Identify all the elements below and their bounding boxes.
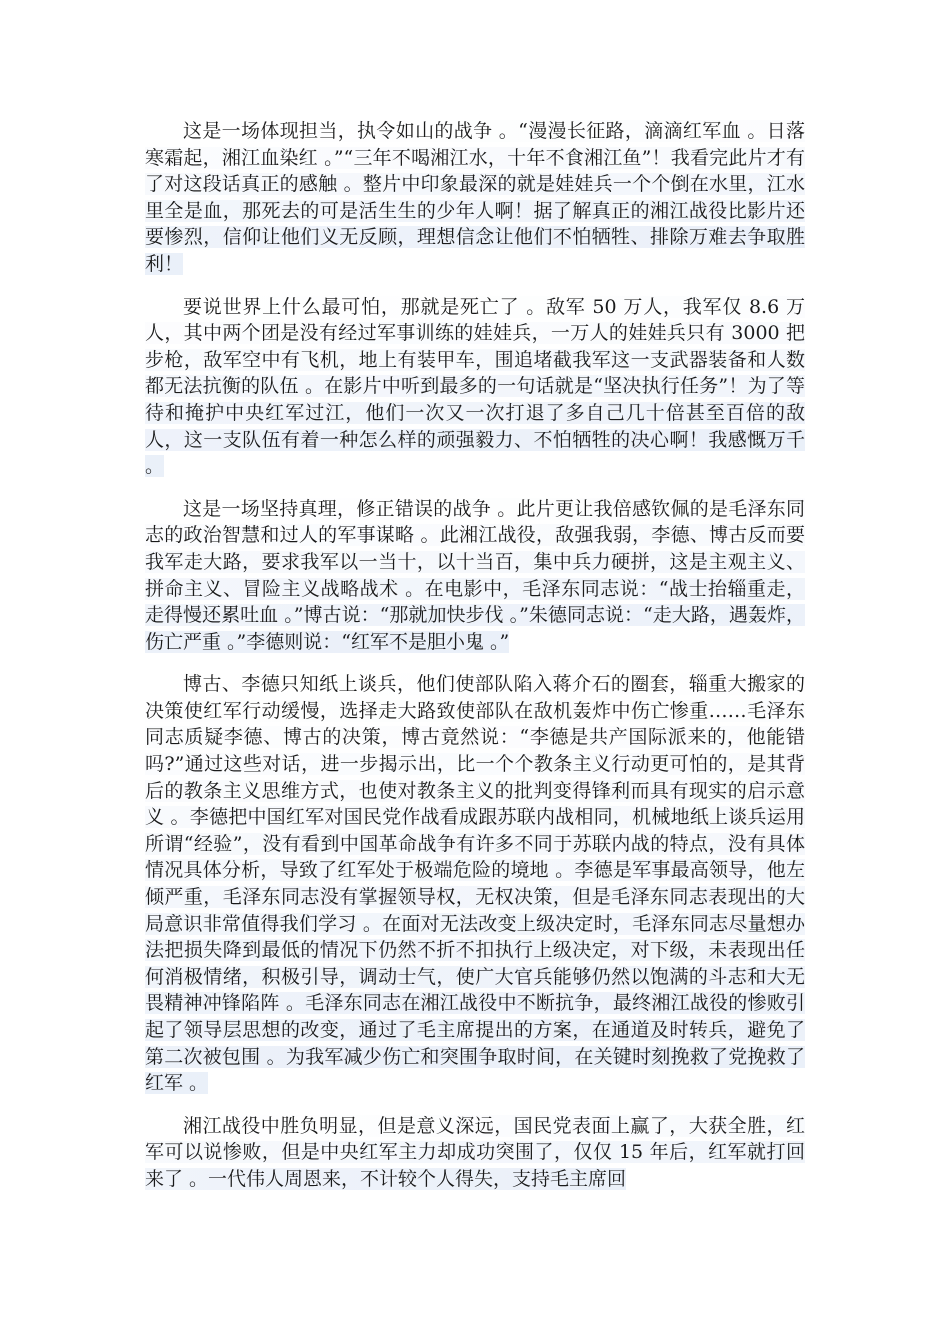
document-body: [145, 118, 805, 1209]
paragraph-1-text: 这是一场体现担当，执令如山的战争 。“漫漫长征路，滴滴红军血 。日落寒霜起，湘江血染红 。”“三年不喝湘江水，十年不食湘江鱼”！我看完此片才有了对这段话真正的感触 。整片中印象最深的就是娃娃兵一个个倒在水里，江水里全是血，那死去的可是活生生的少年人啊！据了解真正的湘江战役比影片还要惨烈，信仰让他们义无反顾，理想信念让他们不怕牺牲、排除万难去争取胜利！: [145, 120, 805, 275]
paragraph-1: [145, 118, 805, 278]
paragraph-5-text: 湘江战役中胜负明显，但是意义深远，国民党表面上赢了，大获全胜，红军可以说惨败，但是中央红军主力却成功突围了，仅仅 15 年后，红军就打回来了 。一代伟人周恩来，不计较个人得失，支持毛主席回: [145, 1114, 805, 1190]
paragraph-4-text: 博古、李德只知纸上谈兵，他们使部队陷入蒋介石的圈套，辎重大搬家的决策使红军行动缓慢，选择走大路致使部队在敌机轰炸中伤亡惨重……毛泽东同志质疑李德、博古的决策，博古竟然说：“李德是共产国际派来的，他能错吗?”通过这些对话，进一步揭示出，比一个个教条主义行动更可怕的，是其背后的教条主义思维方式，也使对教条主义的批判变得锋利而具有现实的启示意义 。李德把中国红军对国民党作战看成跟苏联内战相同，机械地纸上谈兵运用所谓“经验”，没有看到中国革命战争有许多不同于苏联内战的特点，没有具体情况具体分析，导致了红军处于极端危险的境地 。李德是军事最高领导，他左倾严重，毛泽东同志没有掌握领导权，无权决策，但是毛泽东同志表现出的大局意识非常值得我们学习 。在面对无法改变上级决定时，毛泽东同志尽量想办法把损失降到最低的情况下仍然不折不扣执行上级决定，对下级，未表现出任何消极情绪，积极引导，调动士气，使广大官兵能够仍然以饱满的斗志和大无畏精神冲锋陷阵 。毛泽东同志在湘江战役中不断抗争，最终湘江战役的惨败引起了领导层思想的改变，通过了毛主席提出的方案，在通道及时转兵，避免了第二次被包围 。为我军减少伤亡和突围争取时间，在关键时刻挽救了党挽救了红军 。: [145, 673, 805, 1095]
paragraph-5: [145, 1113, 805, 1193]
paragraph-2: [145, 294, 805, 480]
paragraph-3: [145, 496, 805, 656]
paragraph-2-text: 要说世界上什么最可怕，那就是死亡了 。敌军 50 万人，我军仅 8.6 万人，其中两个团是没有经过军事训练的娃娃兵，一万人的娃娃兵只有 3000 把步枪，敌军空中有飞机，地上有装甲车，围追堵截我军这一支武器装备和人数都无法抗衡的队伍 。在影片中听到最多的一句话就是“坚决执行任务”！为了等待和掩护中央红军过江，他们一次又一次打退了多自己几十倍甚至百倍的敌人，这一支队伍有着一种怎么样的顽强毅力、不怕牺牲的决心啊！我感慨万千 。: [145, 295, 805, 478]
paragraph-4: [145, 671, 805, 1097]
paragraph-3-text: 这是一场坚持真理，修正错误的战争 。此片更让我倍感钦佩的是毛泽东同志的政治智慧和过人的军事谋略 。此湘江战役，敌强我弱，李德、博古反而要我军走大路，要求我军以一当十，以十当百，集中兵力硬拼，这是主观主义、拼命主义、冒险主义战略战术 。在电影中，毛泽东同志说：“战士抬辎重走，走得慢还累吐血 。”博古说：“那就加快步伐 。”朱德同志说：“走大路，遇轰炸，伤亡严重 。”李德则说：“红军不是胆小鬼 。”: [145, 497, 805, 653]
